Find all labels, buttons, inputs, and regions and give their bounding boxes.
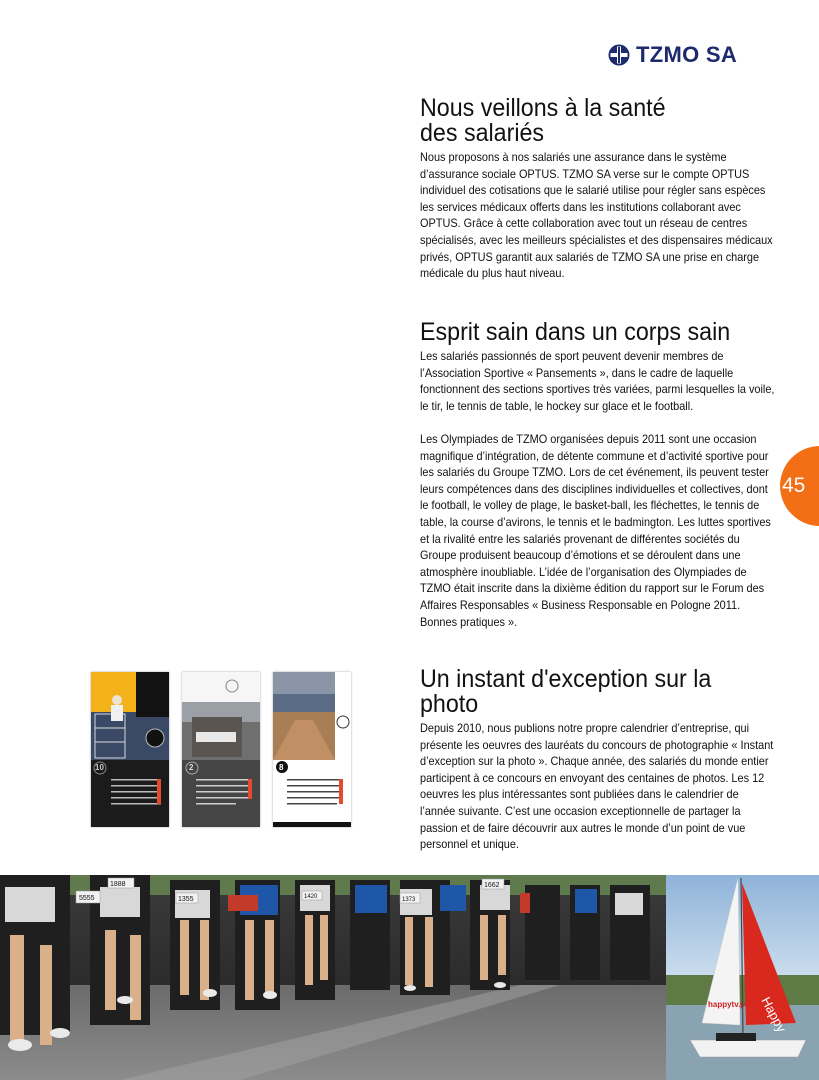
page-number: 45: [782, 474, 806, 497]
calendar-month: 10: [95, 763, 104, 772]
runner-bib: 1355: [178, 896, 194, 903]
calendar-thumbnail: [182, 672, 260, 827]
title-line: Un instant d'exception sur la photo: [420, 665, 712, 718]
sail-lettering: Happy: [758, 994, 790, 1035]
section-sport: [420, 320, 775, 630]
calendar-artwork: [182, 672, 260, 827]
tzmo-cross-icon: [608, 44, 630, 66]
runner-bib: 1888: [110, 881, 126, 888]
marathon-artwork: [0, 875, 666, 1080]
brand-name: TZMO SA: [636, 42, 738, 67]
calendar-thumbnail: [273, 672, 351, 827]
calendar-thumbnail: [91, 672, 169, 827]
paragraph: Depuis 2010, nous publions notre propre calendrier d’entreprise, qui présente les oeuvres des lauréats du concours de photographie « Instant d’exception sur la photo ». Chaque année, des salariés du monde entier participent à ce concours en envoyant des centaines de photos. Les 12 oeuvres les plus intéressantes sont publiées dans le calendrier de l’année suivante. C’est une occasion exceptionnelle de partager la passion et de faire découvrir aux autres le monde d’un point de vue personnel et unique.: [420, 721, 774, 852]
section-body: [420, 720, 775, 853]
paragraph: Les Olympiades de TZMO organisées depuis 2011 sont une occasion magnifique d’intégration, de détente commune et d’activité sportive pour les salariés du Groupe TZMO. Lors de cet événement, ils peuvent tester leurs compétences dans des disciplines individuelles et collectives, dont le football, le volley de plage, le basket-ball, les fléchettes, le tennis de table, la course d’avirons, le tennis et le badmington. Les luttes sportives et la rivalité entre les salariés provenant de différentes sociétés du Groupe produisent beaucoup d’émotions et se déroulent dans une atmosphère inoubliable. L’idée de l’organisation des Olympiades de TZMO était inscrite dans la dixième édition du rapport sur le Forum des Affaires Responsables « Business Responsable en Pologne 2011. Bonnes pratiques ».: [420, 431, 771, 629]
paragraph: Nous proposons à nos salariés une assurance dans le système d’assurance sociale OPTUS. TZMO SA verse sur le compte OPTUS individuel des cotisations que le salarié utilise pour régler sans espèces les services médicaux offerts dans les institutions collaborant avec OPTUS. Grâce à cette collaboration avec tout un réseau de centres spécialisés, avec les meilleurs spécialistes et des dispensaires médicaux privés, OPTUS garantit aux salariés de TZMO SA une prise en charge médicale du plus haut niveau.: [420, 150, 773, 281]
section-title: [420, 96, 750, 146]
runner-bib: 1373: [402, 897, 416, 903]
runner-bib: 1420: [304, 894, 318, 900]
title-line: des salariés: [420, 119, 545, 147]
sailboat-photo: [666, 875, 819, 1080]
runner-bib: 1662: [484, 882, 500, 889]
calendar-artwork: [273, 672, 351, 827]
title-line: Esprit sain dans un corps sain: [420, 318, 731, 346]
section-photo: [420, 667, 775, 853]
marathon-photo: [0, 875, 666, 1080]
section-title: [420, 320, 750, 345]
runner-bib: 5555: [79, 895, 95, 902]
sailboat-artwork: [666, 875, 819, 1080]
section-health: [420, 96, 775, 282]
brand-logo: [608, 42, 737, 68]
section-body: [420, 149, 775, 282]
hull-lettering: happytv.pl: [708, 1000, 748, 1009]
paragraph: Les salariés passionnés de sport peuvent devenir membres de l’Association Sportive « Pansements », dans le cadre de laquelle fonctionnent des sections sportives très variées, parmi lesquelles la voile, le tir, le tennis de table, le hockey sur glace et le football.: [420, 349, 775, 413]
calendar-artwork: [91, 672, 169, 827]
title-line: Nous veillons à la santé: [420, 94, 666, 122]
section-title: [420, 667, 750, 717]
calendar-month: 2: [189, 763, 194, 772]
calendar-month: 8: [279, 763, 284, 772]
section-body: [420, 348, 775, 630]
